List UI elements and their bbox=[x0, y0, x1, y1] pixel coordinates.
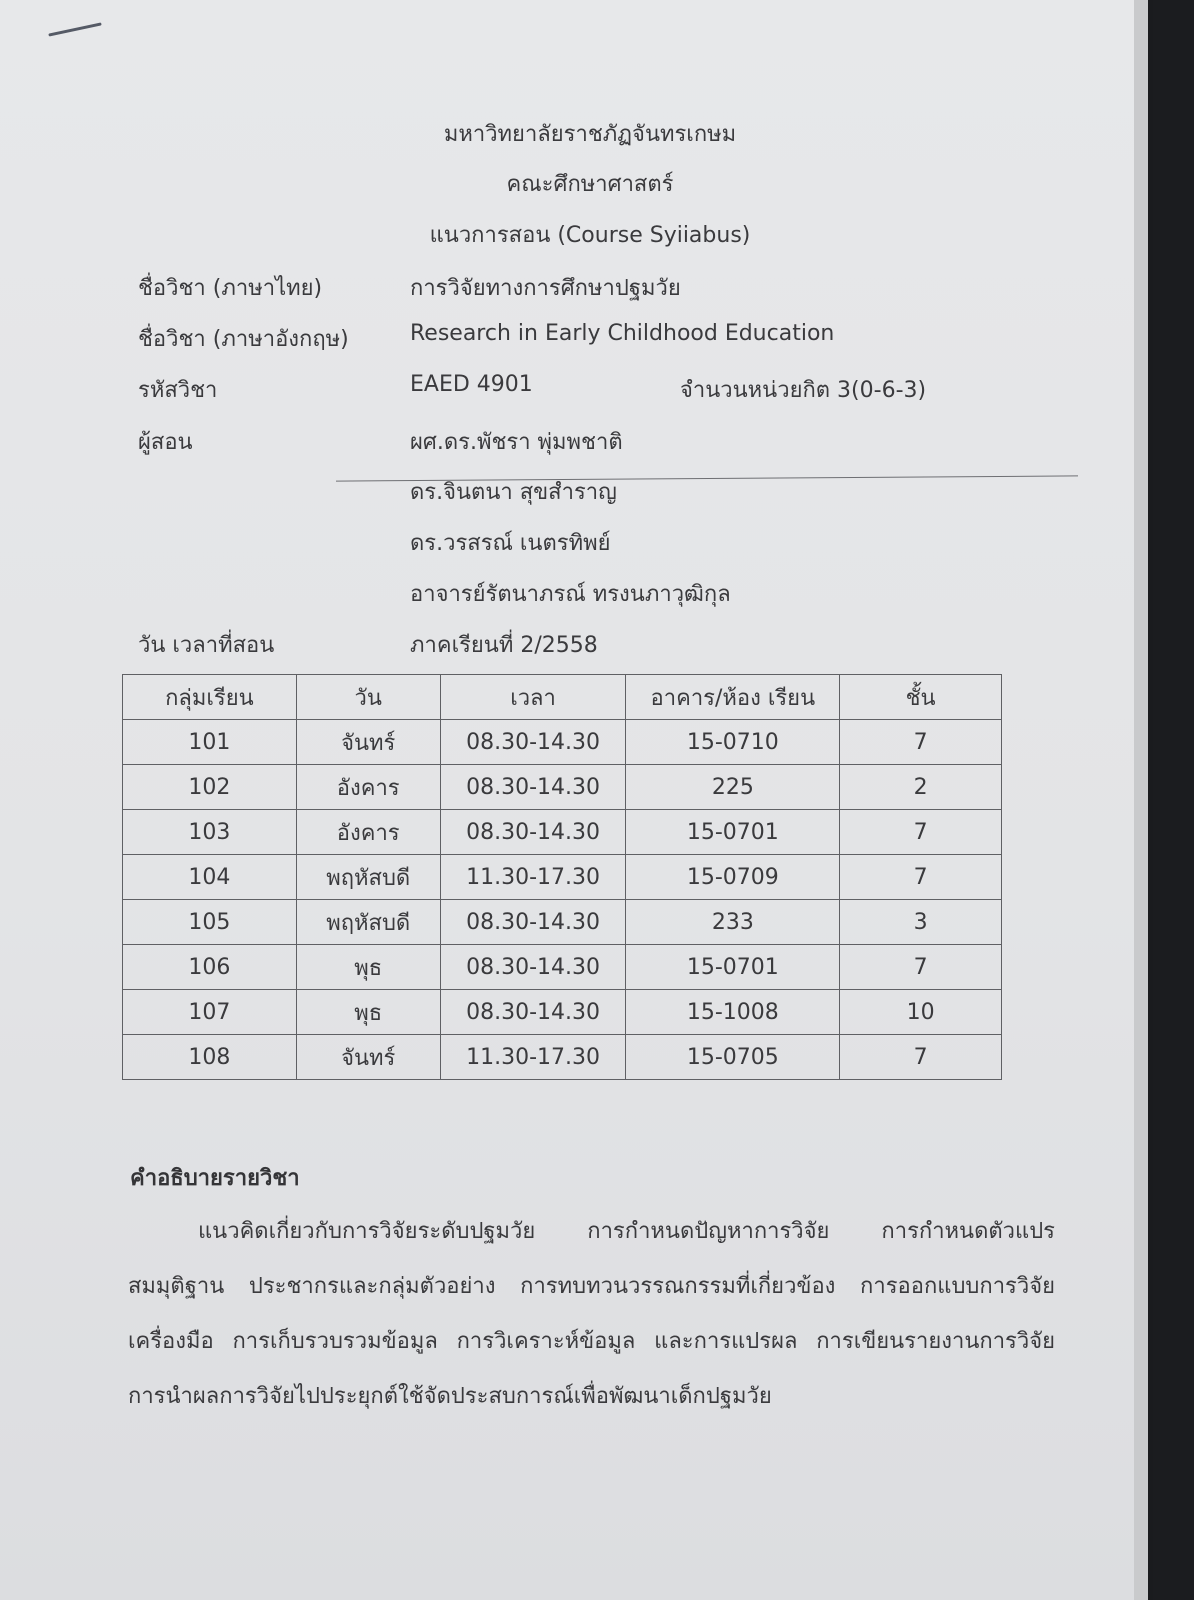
semester: ภาคเรียนที่ 2/2558 bbox=[410, 633, 598, 658]
table-cell: พฤหัสบดี bbox=[296, 855, 440, 900]
university-name: มหาวิทยาลัยราชภัฏจันทรเกษม bbox=[443, 122, 737, 147]
table-cell: อังคาร bbox=[296, 765, 440, 810]
table-cell: 11.30-17.30 bbox=[440, 1035, 626, 1080]
table-cell: 08.30-14.30 bbox=[440, 720, 626, 765]
table-cell: 11.30-17.30 bbox=[440, 855, 626, 900]
table-cell: พฤหัสบดี bbox=[296, 900, 440, 945]
table-cell: 10 bbox=[840, 990, 1002, 1035]
instructor-label: ผู้สอน bbox=[138, 430, 193, 455]
table-row bbox=[123, 900, 1002, 945]
table-cell: 7 bbox=[840, 1035, 1002, 1080]
table-cell: 105 bbox=[123, 900, 297, 945]
column-header: ชั้น bbox=[840, 675, 1002, 720]
table-cell: 08.30-14.30 bbox=[440, 900, 626, 945]
table-cell: อังคาร bbox=[296, 810, 440, 855]
description-body: แนวคิดเกี่ยวกับการวิจัยระดับปฐมวัย การกำหนดปัญหาการวิจัย การกำหนดตัวแปร สมมุติฐาน ประชากรและกลุ่มตัวอย่าง การทบทวนวรรณกรรมที่เกี่ยวข้อง การออกแบบการวิจัย เครื่องมือ การเก็บรวบรวมข้อมูล การวิเคราะห์ข้อมูล และการแปรผล การเขียนรายงานการวิจัย การนำผลการวิจัยไปประยุกต์ใช้จัดประสบการณ์เพื่อพัฒนาเด็กปฐมวัย bbox=[128, 1219, 1055, 1409]
table-cell: 7 bbox=[840, 720, 1002, 765]
column-header: อาคาร/ห้อง เรียน bbox=[626, 675, 840, 720]
course-credits: จำนวนหน่วยกิต 3(0-6-3) bbox=[680, 378, 927, 403]
column-header: วัน bbox=[296, 675, 440, 720]
table-cell: 08.30-14.30 bbox=[440, 945, 626, 990]
table-row bbox=[123, 945, 1002, 990]
table-cell: 107 bbox=[123, 990, 297, 1035]
table-cell: จันทร์ bbox=[296, 720, 440, 765]
instructor-item: อาจารย์รัตนาภรณ์ ทรงนภาวุฒิกุล bbox=[410, 582, 731, 607]
table-row bbox=[123, 720, 1002, 765]
pen-mark bbox=[48, 22, 101, 36]
table-cell: 08.30-14.30 bbox=[440, 765, 626, 810]
table-row bbox=[123, 765, 1002, 810]
column-header: กลุ่มเรียน bbox=[123, 675, 297, 720]
table-cell: 15-0701 bbox=[626, 810, 840, 855]
table-cell: 7 bbox=[840, 810, 1002, 855]
instructor-item: ดร.จินตนา สุขสำราญ bbox=[410, 480, 617, 505]
table-cell: 15-0710 bbox=[626, 720, 840, 765]
schedule-label: วัน เวลาที่สอน bbox=[138, 633, 275, 658]
table-row bbox=[123, 855, 1002, 900]
table-cell: 106 bbox=[123, 945, 297, 990]
table-row bbox=[123, 810, 1002, 855]
table-cell: 104 bbox=[123, 855, 297, 900]
instructor-item: ดร.วรสรณ์ เนตรทิพย์ bbox=[410, 531, 611, 556]
table-cell: 15-0701 bbox=[626, 945, 840, 990]
course-code: EAED 4901 bbox=[410, 372, 533, 397]
table-cell: พุธ bbox=[296, 990, 440, 1035]
course-name-en: Research in Early Childhood Education bbox=[410, 321, 835, 346]
table-cell: 225 bbox=[626, 765, 840, 810]
table-row bbox=[123, 1035, 1002, 1080]
table-cell: 2 bbox=[840, 765, 1002, 810]
table-cell: 108 bbox=[123, 1035, 297, 1080]
table-cell: 233 bbox=[626, 900, 840, 945]
table-header-row bbox=[123, 675, 1002, 720]
table-cell: 101 bbox=[123, 720, 297, 765]
table-cell: 08.30-14.30 bbox=[440, 990, 626, 1035]
course-name-en-label: ชื่อวิชา (ภาษาอังกฤษ) bbox=[138, 327, 349, 352]
table-row bbox=[123, 990, 1002, 1035]
table-cell: 103 bbox=[123, 810, 297, 855]
table-cell: พุธ bbox=[296, 945, 440, 990]
table-cell: 15-1008 bbox=[626, 990, 840, 1035]
table-cell: จันทร์ bbox=[296, 1035, 440, 1080]
table-cell: 3 bbox=[840, 900, 1002, 945]
underlying-sheet-edge bbox=[1134, 0, 1148, 1600]
course-code-label: รหัสวิชา bbox=[138, 378, 218, 403]
document-type: แนวการสอน (Course Syiiabus) bbox=[429, 223, 751, 248]
table-cell: 102 bbox=[123, 765, 297, 810]
table-cell: 7 bbox=[840, 945, 1002, 990]
course-name-th-label: ชื่อวิชา (ภาษาไทย) bbox=[138, 276, 323, 301]
description-heading: คำอธิบายรายวิชา bbox=[130, 1166, 300, 1191]
table-cell: 7 bbox=[840, 855, 1002, 900]
schedule-table bbox=[122, 674, 1002, 1080]
table-cell: 08.30-14.30 bbox=[440, 810, 626, 855]
faculty-name: คณะศึกษาศาสตร์ bbox=[506, 172, 674, 197]
table-cell: 15-0709 bbox=[626, 855, 840, 900]
course-name-th: การวิจัยทางการศึกษาปฐมวัย bbox=[410, 276, 681, 301]
column-header: เวลา bbox=[440, 675, 626, 720]
instructor-item: ผศ.ดร.พัชรา พุ่มพชาติ bbox=[410, 430, 623, 455]
table-cell: 15-0705 bbox=[626, 1035, 840, 1080]
